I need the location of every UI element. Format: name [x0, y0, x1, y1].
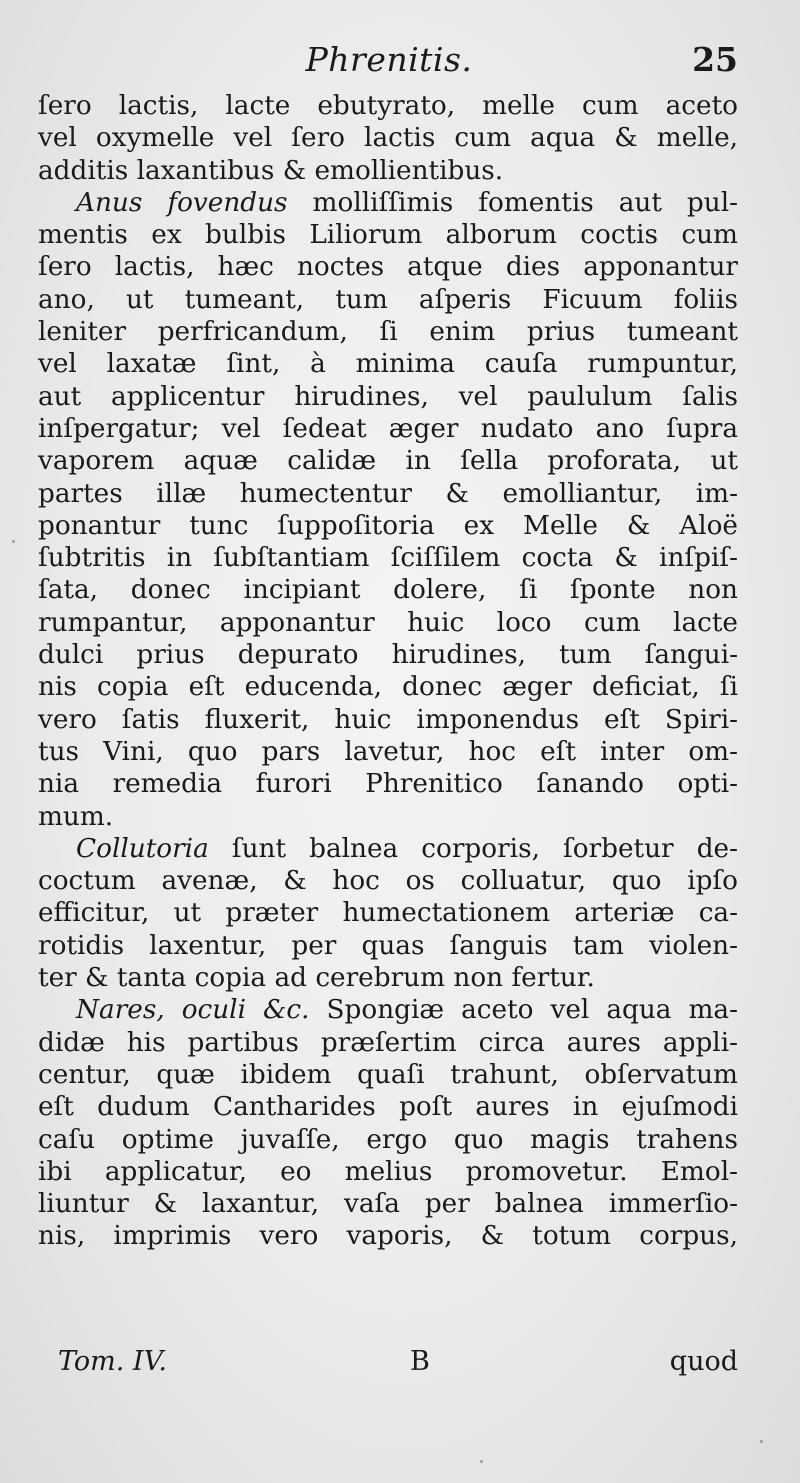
- line-text: rotidis laxentur, per quas ſanguis tam violen-: [38, 930, 738, 961]
- line-text: leniter perfricandum, ſi enim prius tumeant: [38, 317, 738, 348]
- text-line: [38, 155, 738, 187]
- body-text: [38, 90, 738, 1253]
- line-text: ter & tanta copia ad cerebrum non fertur.: [38, 963, 595, 994]
- text-line: [38, 962, 738, 994]
- line-text: partes illæ humectentur & emolliantur, im-: [38, 478, 738, 509]
- text-line: [38, 478, 738, 510]
- line-text: inſpergatur; vel ſedeat æger nudato ano ſupra: [38, 413, 738, 444]
- line-text: ibi applicatur, eo melius promovetur. Emol-: [38, 1156, 738, 1187]
- text-line: [38, 865, 738, 897]
- text-line: [38, 736, 738, 768]
- line-text: ſero lactis, lacte ebutyrato, melle cum aceto: [38, 91, 738, 121]
- line-text: caſu optime juvaſſe, ergo quo magis trahens: [38, 1124, 738, 1155]
- line-text: mum.: [38, 801, 114, 832]
- text-line: [38, 833, 738, 865]
- line-text: nis copia eſt educenda, donec æger deficiat, ſi: [38, 672, 738, 703]
- line-text: Spongiæ aceto vel aqua ma-: [309, 995, 738, 1026]
- text-line: [38, 284, 738, 316]
- page-number: 25: [692, 40, 738, 79]
- paper-speck: [12, 540, 15, 543]
- running-title: Phrenitis.: [305, 40, 473, 79]
- text-line: [38, 639, 738, 671]
- line-text: efficitur, ut præter humectationem arteriæ ca-: [38, 898, 738, 929]
- line-text: tus Vini, quo pars lavetur, hoc eſt inter om-: [38, 736, 738, 767]
- line-text: liuntur & laxantur, vaſa per balnea immerſio-: [38, 1189, 738, 1220]
- text-line: [38, 122, 738, 154]
- text-line: [38, 413, 738, 445]
- text-line: [38, 1059, 738, 1091]
- line-text: additis laxantibus & emollientibus.: [38, 155, 504, 186]
- line-text: ano, ut tumeant, tum aſperis Ficuum foliis: [38, 284, 738, 315]
- text-line: [38, 768, 738, 800]
- text-line: [38, 542, 738, 574]
- text-line: [38, 510, 738, 542]
- text-line: [38, 1156, 738, 1188]
- paragraph-lead: Collutoria: [76, 833, 209, 864]
- line-text: molliſſimis fomentis aut pul-: [287, 187, 738, 218]
- line-text: vel laxatæ ſint, à minima cauſa rumpuntur,: [38, 349, 738, 380]
- line-text: vero ſatis fluxerit, huic imponendus eſt Spiri-: [38, 704, 738, 735]
- paragraph-lead: Nares, oculi &c.: [76, 995, 310, 1026]
- text-line: [38, 1220, 738, 1252]
- text-line: [38, 1124, 738, 1156]
- line-text: ponantur tunc ſuppoſitoria ex Melle & Aloë: [38, 510, 738, 541]
- text-line: [38, 994, 738, 1026]
- line-text: didæ his partibus præſertim circa aures appli-: [38, 1027, 738, 1058]
- volume-signature: Tom. IV.: [58, 1346, 167, 1377]
- line-text: coctum avenæ, & hoc os colluatur, quo ipſo: [38, 866, 738, 897]
- text-line: [38, 1091, 738, 1123]
- text-line: [38, 671, 738, 703]
- line-text: ſata, donec incipiant dolere, ſi ſponte non: [38, 575, 738, 606]
- text-line: [38, 348, 738, 380]
- text-line: [38, 1188, 738, 1220]
- paper-speck: [760, 1440, 763, 1443]
- text-line: [38, 445, 738, 477]
- line-text: ſunt balnea corporis, ſorbetur de-: [208, 833, 738, 864]
- line-text: aut applicentur hirudines, vel paululum ſalis: [38, 381, 738, 412]
- line-text: vel oxymelle vel ſero lactis cum aqua & melle,: [38, 123, 738, 154]
- paragraph-lead: Anus fovendus: [76, 187, 288, 218]
- line-text: centur, quæ ibidem quaſi trahunt, obſervatum: [38, 1059, 738, 1090]
- text-line: [38, 704, 738, 736]
- text-line: [38, 607, 738, 639]
- text-line: [38, 574, 738, 606]
- page-header: [40, 40, 738, 90]
- line-text: eſt dudum Cantharides poſt aures in ejuſmodi: [38, 1092, 738, 1123]
- text-line: [38, 316, 738, 348]
- line-text: nia remedia furori Phrenitico ſanando opti-: [38, 769, 738, 800]
- text-line: [38, 219, 738, 251]
- text-line: [38, 381, 738, 413]
- line-text: dulci prius depurato hirudines, tum ſangui-: [38, 640, 738, 671]
- paper-speck: [480, 1460, 483, 1463]
- signature-mark: B: [410, 1346, 430, 1377]
- text-line: [38, 187, 738, 219]
- line-text: rumpantur, apponantur huic loco cum lacte: [38, 607, 738, 638]
- line-text: mentis ex bulbis Liliorum alborum coctis cum: [38, 220, 738, 251]
- line-text: nis, imprimis vero vaporis, & totum corpus,: [38, 1221, 738, 1252]
- line-text: ſero lactis, hæc noctes atque dies apponantur: [38, 252, 738, 283]
- text-line: [38, 251, 738, 283]
- text-line: [38, 930, 738, 962]
- text-line: [38, 90, 738, 122]
- text-line: [38, 801, 738, 833]
- text-line: [38, 897, 738, 929]
- line-text: ſubtritis in ſubſtantiam ſciſſilem cocta & inſpiſ-: [38, 543, 738, 574]
- catchword: quod: [669, 1346, 738, 1377]
- page-footer: [58, 1346, 738, 1386]
- line-text: vaporem aquæ calidæ in ſella proforata, ut: [38, 446, 738, 477]
- text-line: [38, 1027, 738, 1059]
